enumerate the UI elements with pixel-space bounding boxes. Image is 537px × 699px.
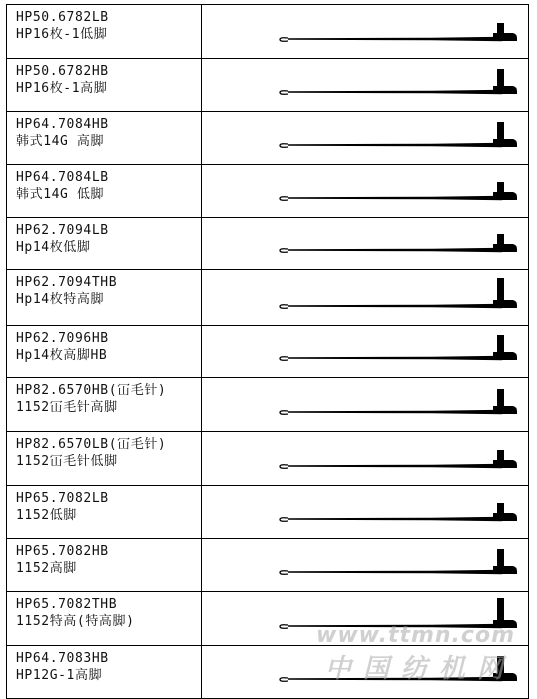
needle-drawing-cell (202, 112, 529, 164)
needle-shank (288, 677, 502, 681)
needle-code: HP62.7094LB (16, 223, 109, 238)
needle-shank (288, 248, 502, 252)
table-row (7, 270, 529, 326)
needle-shank (288, 90, 502, 94)
needle-butt (493, 23, 517, 41)
needle-hook (280, 357, 288, 361)
table-row (7, 592, 529, 646)
needle-hook (280, 91, 288, 95)
needle-hook (280, 197, 288, 201)
table-row (7, 432, 529, 486)
needle-table (6, 4, 529, 699)
needle-hook (280, 465, 288, 469)
needle-hook (280, 518, 288, 522)
needle-shank (288, 410, 502, 414)
needle-description: Hp14枚高脚HB (16, 348, 108, 363)
needle-code: HP65.7082HB (16, 544, 109, 559)
needle-drawing-cell (202, 486, 529, 538)
needle-code: HP65.7082LB (16, 491, 109, 506)
needle-description: Hp14枚特高脚 (16, 292, 105, 307)
needle-shank (288, 143, 502, 147)
needle-drawing-cell (202, 326, 529, 377)
table-row (7, 539, 529, 592)
needle-code: HP62.7096HB (16, 331, 109, 346)
needle-shank (288, 464, 502, 468)
needle-hook (280, 249, 288, 253)
needle-code-cell (7, 486, 202, 538)
table-row (7, 5, 529, 59)
table-row (7, 112, 529, 165)
table-row (7, 165, 529, 218)
needle-drawing (202, 59, 529, 112)
table-row (7, 326, 529, 378)
needle-code-cell (7, 539, 202, 591)
needle-drawing-cell (202, 378, 529, 431)
needle-hook (280, 305, 288, 309)
watermark-url: www.ttmn.com (316, 623, 515, 648)
needle-description: 1152特高(特高脚) (16, 614, 135, 629)
needle-drawing (202, 5, 529, 59)
needle-hook (280, 411, 288, 415)
needle-description: 1152高脚 (16, 561, 77, 576)
needle-code-cell (7, 646, 202, 698)
needle-code-cell (7, 112, 202, 164)
needle-butt (493, 234, 517, 252)
needle-butt (493, 450, 517, 468)
needle-shank (288, 356, 502, 360)
needle-drawing-cell (202, 432, 529, 485)
table-row (7, 218, 529, 270)
needle-drawing-cell (202, 270, 529, 325)
needle-shank (288, 517, 502, 521)
needle-description: 1152低脚 (16, 508, 77, 523)
needle-butt (493, 69, 517, 94)
needle-drawing-cell (202, 165, 529, 217)
needle-drawing-cell (202, 218, 529, 269)
needle-butt (493, 335, 517, 360)
needle-butt (493, 503, 517, 521)
needle-butt (493, 182, 517, 200)
needle-drawing (202, 646, 529, 699)
needle-drawing (202, 378, 529, 432)
needle-code: HP64.7084HB (16, 117, 109, 132)
needle-shank (288, 37, 502, 41)
needle-drawing (202, 326, 529, 378)
needle-drawing-cell (202, 539, 529, 591)
needle-shank (288, 570, 502, 574)
needle-butt (493, 598, 517, 628)
needle-hook (280, 38, 288, 42)
needle-code-cell (7, 432, 202, 485)
needle-code-cell (7, 592, 202, 645)
needle-code: HP50.6782HB (16, 64, 109, 79)
needle-butt (493, 278, 517, 308)
needle-drawing (202, 218, 529, 270)
needle-code-cell (7, 218, 202, 269)
table-row (7, 59, 529, 112)
needle-code: HP82.6570HB(冚毛针) (16, 383, 167, 398)
needle-description: 1152冚毛针高脚 (16, 400, 118, 415)
needle-description: Hp14枚低脚 (16, 240, 91, 255)
needle-description: HP16枚-1高脚 (16, 81, 108, 96)
needle-code: HP64.7084LB (16, 170, 109, 185)
needle-shank (288, 304, 502, 308)
needle-description: HP12G-1高脚 (16, 668, 103, 683)
needle-drawing (202, 486, 529, 539)
needle-drawing (202, 539, 529, 592)
needle-drawing-cell (202, 59, 529, 111)
needle-butt (493, 122, 517, 147)
needle-hook (280, 625, 288, 629)
needle-code-cell (7, 5, 202, 58)
needle-code-cell (7, 59, 202, 111)
needle-code: HP62.7094THB (16, 275, 118, 290)
needle-drawing (202, 165, 529, 218)
needle-hook (280, 571, 288, 575)
needle-code: HP50.6782LB (16, 10, 109, 25)
needle-code: HP65.7082THB (16, 597, 118, 612)
needle-drawing-cell (202, 646, 529, 698)
needle-description: 1152冚毛针低脚 (16, 454, 118, 469)
needle-drawing (202, 112, 529, 165)
needle-hook (280, 678, 288, 682)
table-row (7, 378, 529, 432)
needle-description: 韩式14G 低脚 (16, 187, 105, 202)
watermark-name: 中国纺机网 (324, 654, 515, 684)
needle-drawing-cell (202, 5, 529, 58)
needle-shank (288, 624, 502, 628)
needle-hook (280, 144, 288, 148)
needle-code-cell (7, 326, 202, 377)
needle-code-cell (7, 165, 202, 217)
table-row (7, 486, 529, 539)
needle-code-cell (7, 270, 202, 325)
needle-drawing (202, 592, 529, 646)
needle-butt (493, 656, 517, 681)
needle-butt (493, 389, 517, 414)
needle-drawing-cell (202, 592, 529, 645)
needle-description: HP16枚-1低脚 (16, 27, 108, 42)
needle-code: HP64.7083HB (16, 651, 109, 666)
needle-code: HP82.6570LB(冚毛针) (16, 437, 167, 452)
needle-code-cell (7, 378, 202, 431)
needle-drawing (202, 270, 529, 326)
needle-drawing (202, 432, 529, 486)
table-row (7, 646, 529, 699)
needle-description: 韩式14G 高脚 (16, 134, 105, 149)
needle-butt (493, 549, 517, 574)
needle-shank (288, 196, 502, 200)
